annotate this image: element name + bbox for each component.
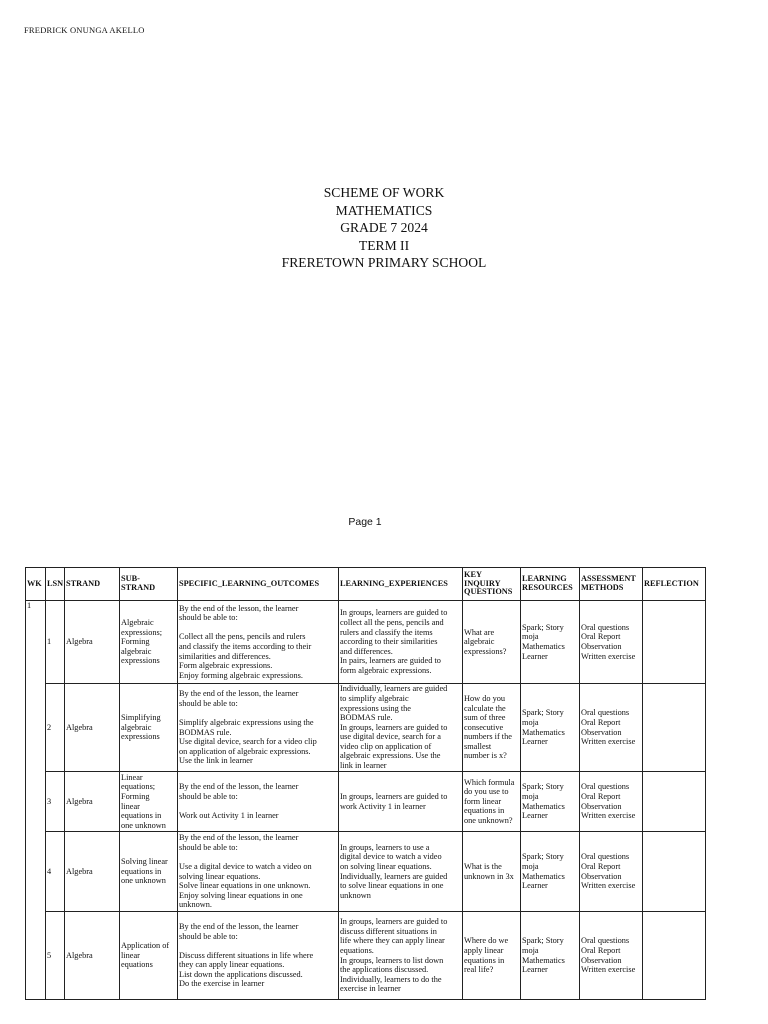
sub-strand-cell [120,912,178,1000]
experiences-cell-line: In groups, learners are guided to [340,791,448,801]
title-line: FRERETOWN PRIMARY SCHOOL [281,255,487,271]
sub-strand-cell-line: Simplifying [121,713,161,723]
inquiry-cell-line: algebraic [464,637,495,647]
sub-strand-cell [120,684,178,772]
experiences-cell-line: In groups, learners are guided to [340,608,448,618]
assessment-cell [580,684,643,772]
outcomes-cell-line: should be able to: [179,842,238,852]
outcomes-cell-line: they can apply linear equations. [179,960,285,970]
header-experiences: LEARNING_EXPERIENCES [339,568,463,601]
resources-cell-line: Learner [522,965,548,975]
assessment-cell-line: Oral questions [581,782,630,792]
assessment-cell [580,601,643,684]
experiences-cell-line: collect all the pens, pencils and [340,618,444,628]
inquiry-cell-line: expressions? [464,646,507,656]
experiences-cell-line: expressions using the [340,703,411,713]
experiences-cell-line: discuss different situations in [340,926,437,936]
experiences-cell-line: form algebraic expressions. [340,665,432,675]
table-row [26,684,706,772]
header-inquiry: KEY INQUIRY QUESTIONS [463,568,521,601]
assessment-cell-line: Oral Report [581,945,621,955]
sub-strand-cell [120,832,178,912]
week-cell: 1 [26,601,46,1000]
assessment-cell-line: Oral Report [581,632,621,642]
experiences-cell-line: to simplify algebraic [340,693,409,703]
outcomes-cell-line: By the end of the lesson, the learner [179,833,299,843]
outcomes-cell-line: Simplify algebraic expressions using the [179,717,314,727]
resources-cell-line: Mathematics [522,801,565,811]
strand-cell: Algebra [65,601,120,684]
resources-cell [521,912,580,1000]
outcomes-cell-line: Form algebraic expressions. [179,661,273,671]
experiences-cell-line: and differences. [340,646,393,656]
inquiry-cell-line: unknown in 3x [464,871,514,881]
header-assessment: ASSESSMENT METHODS [580,568,643,601]
resources-cell-line: Learner [522,737,548,747]
sub-strand-cell-line: expressions [121,732,160,742]
sub-strand-cell-line: equations in [121,811,162,821]
sub-strand-cell-line: algebraic [121,722,152,732]
resources-cell-line: Mathematics [522,955,565,965]
assessment-cell-line: Oral questions [581,622,630,632]
assessment-cell-line: Observation [581,727,622,737]
experiences-cell-line: life where they can apply linear [340,936,445,946]
outcomes-cell-line: should be able to: [179,791,238,801]
outcomes-cell-line: By the end of the lesson, the learner [179,689,299,699]
scheme-of-work-table [25,567,706,1000]
title-line: GRADE 7 2024 [340,220,428,236]
inquiry-cell-line: form linear [464,796,502,806]
lesson-number: 1 [46,601,65,684]
resources-cell [521,684,580,772]
inquiry-cell-line: calculate the [464,703,506,713]
sub-strand-cell-line: Application of [121,941,170,951]
strand-cell: Algebra [65,912,120,1000]
experiences-cell-line: equations. [340,945,374,955]
outcomes-cell-line [179,941,337,951]
experiences-cell [339,601,463,684]
outcomes-cell-line: By the end of the lesson, the learner [179,782,299,792]
inquiry-cell-line: Where do we [464,936,509,946]
experiences-cell [339,832,463,912]
outcomes-cell-line: should be able to: [179,613,238,623]
experiences-cell-line: use digital device, search for a [340,732,441,742]
sub-strand-cell-line: algebraic [121,646,152,656]
header-wk: WK [26,568,46,601]
header-lsn: LSN [46,568,65,601]
table-row [26,912,706,1000]
outcomes-cell-line [179,708,337,718]
resources-cell-line: moja [522,861,539,871]
inquiry-cell [463,772,521,832]
reflection-cell [643,601,706,684]
inquiry-cell [463,832,521,912]
experiences-cell-line: Individually, learners to do the [340,974,442,984]
inquiry-cell-line: What are [464,627,495,637]
assessment-cell-line: Oral Report [581,717,621,727]
outcomes-cell-line: solving linear equations. [179,871,261,881]
table-row [26,772,706,832]
sub-strand-cell-line: Forming [121,637,150,647]
assessment-cell-line: Observation [581,871,622,881]
sub-strand-cell-line: equations in [121,866,162,876]
outcomes-cell-line: similarities and differences. [179,651,271,661]
inquiry-cell [463,684,521,772]
assessment-cell-line: Oral Report [581,861,621,871]
resources-cell-line: Spark; Story [522,782,564,792]
header-sub-strand: SUB- STRAND [120,568,178,601]
outcomes-cell [178,772,339,832]
document-title-block [0,184,768,272]
experiences-cell-line: Individually, learners are guided [340,684,448,694]
outcomes-cell-line: Use the link in learner [179,756,253,766]
inquiry-cell-line: consecutive [464,722,504,732]
experiences-cell [339,684,463,772]
experiences-cell-line: In groups, learners are guided to [340,917,448,927]
inquiry-cell-line: equations in [464,955,505,965]
outcomes-cell-line: Use a digital device to watch a video on [179,861,312,871]
assessment-cell-line: Written exercise [581,811,636,821]
inquiry-cell-line: real life? [464,965,494,975]
assessment-cell-line: Written exercise [581,881,636,891]
outcomes-cell-line: By the end of the lesson, the learner [179,603,299,613]
sub-strand-cell-line: one unknown [121,820,166,830]
resources-cell [521,832,580,912]
title-line: MATHEMATICS [335,202,433,218]
resources-cell-line: Mathematics [522,871,565,881]
strand-cell: Algebra [65,772,120,832]
experiences-cell-line: algebraic expressions. Use the [340,751,441,761]
experiences-cell-line: In groups, learners are guided to [340,722,448,732]
assessment-cell [580,832,643,912]
reflection-cell [643,912,706,1000]
outcomes-cell-line: Enjoy forming algebraic expressions. [179,670,303,680]
outcomes-cell-line: Do the exercise in learner [179,979,265,989]
inquiry-cell-line: do you use to [464,787,509,797]
lesson-number: 4 [46,832,65,912]
resources-cell [521,772,580,832]
outcomes-cell-line: BODMAS rule. [179,727,232,737]
assessment-cell-line: Written exercise [581,965,636,975]
lesson-number: 2 [46,684,65,772]
assessment-cell-line: Observation [581,801,622,811]
resources-cell-line: Learner [522,881,548,891]
inquiry-cell-line: numbers if the [464,732,512,742]
outcomes-cell-line: Solve linear equations in one unknown. [179,881,311,891]
experiences-cell [339,912,463,1000]
assessment-cell-line: Oral Report [581,791,621,801]
author-name: FREDRICK ONUNGA AKELLO [24,25,145,35]
outcomes-cell-line: Collect all the pens, pencils and rulers [179,632,306,642]
table-header-row [26,568,706,601]
sub-strand-cell-line: linear [121,950,140,960]
resources-cell-line: moja [522,945,539,955]
experiences-cell-line: unknown [340,890,371,900]
sub-strand-cell-line: one unknown [121,876,166,886]
outcomes-cell-line: should be able to: [179,698,238,708]
experiences-cell-line: according to their similarities [340,637,438,647]
outcomes-cell-line: Use digital device, search for a video clip [179,737,317,747]
experiences-cell-line: on solving linear equations. [340,861,432,871]
reflection-cell [643,772,706,832]
inquiry-cell [463,601,521,684]
experiences-cell-line: to solve linear equations in one [340,881,444,891]
outcomes-cell-line [179,852,337,862]
experiences-cell-line: exercise in learner [340,984,401,994]
experiences-cell-line: work Activity 1 in learner [340,801,426,811]
resources-cell-line: moja [522,717,539,727]
title-line: SCHEME OF WORK [323,185,445,200]
resources-cell-line: Learner [522,811,548,821]
assessment-cell-line: Observation [581,955,622,965]
page-number: Page 1 [348,516,382,528]
outcomes-cell [178,684,339,772]
header-strand: STRAND [65,568,120,601]
inquiry-cell-line: sum of three [464,713,506,723]
inquiry-cell-line: number is x? [464,751,507,761]
assessment-cell [580,912,643,1000]
sub-strand-cell-line: expressions [121,656,160,666]
resources-cell-line: Learner [522,651,548,661]
resources-cell-line: moja [522,791,539,801]
inquiry-cell-line: Which formula [464,777,515,787]
outcomes-cell [178,912,339,1000]
outcomes-cell-line [179,802,337,812]
experiences-cell-line: Individually, learners are guided [340,871,448,881]
experiences-cell-line: In groups, learners to use a [340,842,430,852]
inquiry-cell-line: What is the [464,861,502,871]
assessment-cell-line: Oral questions [581,852,630,862]
sub-strand-cell-line: expressions; [121,627,163,637]
assessment-cell-line: Oral questions [581,936,630,946]
resources-cell-line: Spark; Story [522,936,564,946]
outcomes-cell-line: on application of algebraic expressions. [179,746,311,756]
strand-cell: Algebra [65,684,120,772]
header-outcomes: SPECIFIC_LEARNING_OUTCOMES [178,568,339,601]
reflection-cell [643,684,706,772]
header-reflection: REFLECTION [643,568,706,601]
inquiry-cell-line: How do you [464,693,506,703]
sub-strand-cell-line: Linear [121,772,143,782]
resources-cell-line: Spark; Story [522,852,564,862]
reflection-cell [643,832,706,912]
title-line: TERM II [358,237,410,253]
sub-strand-cell-line: Solving linear [121,857,168,867]
sub-strand-cell-line: Algebraic [121,618,154,628]
experiences-cell-line: rulers and classify the items [340,627,433,637]
outcomes-cell-line: and classify the items according to their [179,642,312,651]
outcomes-cell [178,832,339,912]
outcomes-cell-line: unknown. [179,900,212,910]
table-row [26,601,706,684]
assessment-cell-line: Written exercise [581,737,636,747]
inquiry-cell-line: apply linear [464,945,504,955]
experiences-cell-line: the applications discussed. [340,965,429,975]
resources-cell-line: moja [522,632,539,642]
sub-strand-cell-line: equations [121,960,153,970]
header-resources: LEARNING RESOURCES [521,568,580,601]
outcomes-cell-line [179,623,337,633]
inquiry-cell-line: smallest [464,741,492,751]
outcomes-cell-line: Work out Activity 1 in learner [179,811,279,821]
sub-strand-cell-line: Forming [121,791,150,801]
lesson-number: 5 [46,912,65,1000]
lesson-number: 3 [46,772,65,832]
outcomes-cell-line: By the end of the lesson, the learner [179,921,299,931]
sub-strand-cell [120,601,178,684]
resources-cell-line: Mathematics [522,642,565,651]
assessment-cell-line: Observation [581,642,622,651]
resources-cell-line: Mathematics [522,727,565,737]
sub-strand-cell-line: equations; [121,782,156,792]
assessment-cell [580,772,643,832]
outcomes-cell-line: should be able to: [179,931,238,941]
resources-cell-line: Spark; Story [522,622,564,632]
experiences-cell-line: BODMAS rule. [340,713,393,723]
resources-cell [521,601,580,684]
experiences-cell-line: In groups, learners to list down [340,955,444,965]
experiences-cell [339,772,463,832]
inquiry-cell-line: one unknown? [464,815,513,825]
experiences-cell-line: digital device to watch a video [340,852,442,862]
experiences-cell-line: In pairs, learners are guided to [340,656,441,666]
inquiry-cell-line: equations in [464,806,505,816]
table-row [26,832,706,912]
outcomes-cell-line: List down the applications discussed. [179,969,303,979]
experiences-cell-line: link in learner [340,761,387,771]
outcomes-cell-line: Enjoy solving linear equations in one [179,890,303,900]
resources-cell-line: Spark; Story [522,708,564,718]
inquiry-cell [463,912,521,1000]
strand-cell: Algebra [65,832,120,912]
assessment-cell-line: Written exercise [581,651,636,661]
sub-strand-cell [120,772,178,832]
assessment-cell-line: Oral questions [581,708,630,718]
sub-strand-cell-line: linear [121,801,140,811]
outcomes-cell-line: Discuss different situations in life where [179,950,314,960]
outcomes-cell [178,601,339,684]
experiences-cell-line: video clip on application of [340,741,432,751]
